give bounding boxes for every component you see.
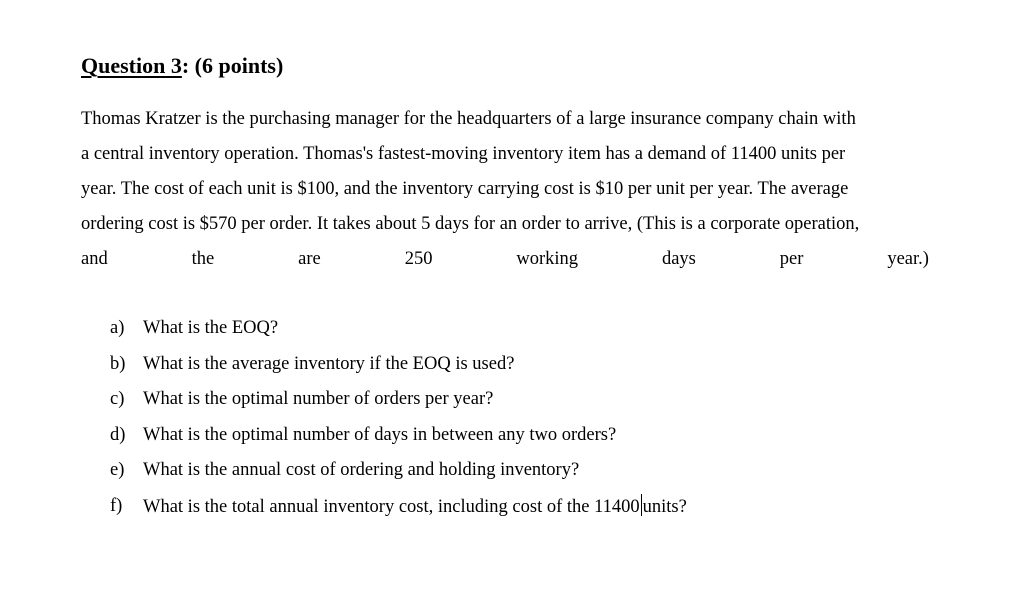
sub-question-marker: c) (110, 389, 125, 409)
sub-question-marker: b) (110, 353, 126, 374)
paragraph-line-1: Thomas Kratzer is the purchasing manager for the headquarters of a large insurance company chain with (81, 109, 856, 129)
paragraph-word: the (191, 249, 215, 269)
sub-question-list (110, 316, 687, 529)
sub-question-text: What is the optimal number of days in between any two orders? (143, 424, 617, 445)
paragraph-line-5 (81, 247, 929, 271)
question-heading (81, 52, 283, 80)
question-number-label: Question 3 (81, 53, 182, 78)
sub-question-marker: d) (110, 424, 126, 445)
sub-question-text: What is the optimal number of orders per year? (143, 389, 494, 409)
paragraph-word: 250 (404, 249, 433, 269)
paragraph-line-3: year. The cost of each unit is $100, and the inventory carrying cost is $10 per unit per year. The average (81, 179, 849, 199)
paragraph-line-4: ordering cost is $570 per order. It takes about 5 days for an order to arrive, (This is a corporate operation, (81, 214, 860, 234)
paragraph-word: year.) (887, 249, 929, 269)
paragraph-word: are (298, 249, 321, 269)
sub-question-text-end: units? (642, 496, 687, 517)
sub-question-text-start: What is the total annual inventory cost, including cost of the 11400 (143, 496, 640, 517)
sub-question-b (110, 352, 687, 388)
sub-question-f (110, 494, 687, 530)
sub-question-a (110, 316, 687, 352)
text-cursor (641, 494, 642, 516)
sub-question-text: What is the EOQ? (143, 318, 279, 338)
paragraph-word: days (661, 249, 696, 269)
sub-question-text (143, 494, 687, 530)
sub-question-marker: f) (110, 495, 123, 516)
sub-question-d (110, 423, 687, 459)
paragraph-word: per (779, 249, 804, 269)
sub-question-e (110, 458, 687, 494)
sub-question-c (110, 387, 687, 423)
sub-question-text: What is the annual cost of ordering and holding inventory? (143, 460, 580, 480)
sub-question-marker: e) (110, 460, 125, 480)
paragraph-word: working (516, 249, 579, 269)
paragraph-word: and (81, 249, 108, 269)
sub-question-marker: a) (110, 318, 125, 338)
paragraph-line-2: a central inventory operation. Thomas's fastest-moving inventory item has a demand of 11400 units per (81, 144, 846, 164)
question-points-label: : (6 points) (181, 53, 284, 78)
sub-question-text: What is the average inventory if the EOQ is used? (143, 353, 515, 374)
